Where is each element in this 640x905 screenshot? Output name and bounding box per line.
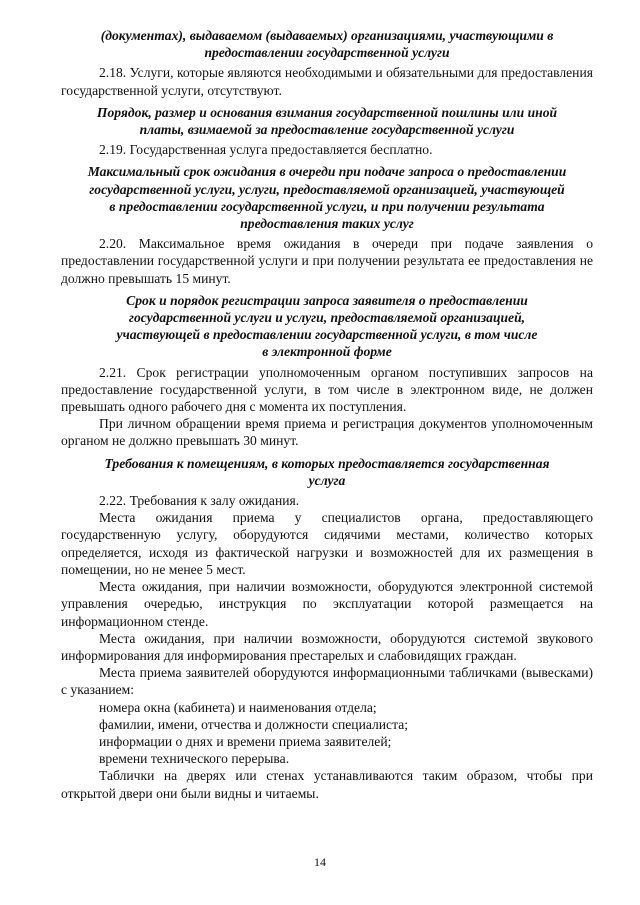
paragraph-2-19: 2.19. Государственная услуга предоставляется бесплатно. [99, 142, 433, 158]
heading-line: Срок и порядок регистрации запроса заявителя о предоставлении [126, 292, 528, 308]
paragraph-audio-system: Места ожидания, при наличии возможности, оборудуются системой звукового информирования для информирования престарелых и слабовидящих граждан. [61, 630, 593, 663]
section-heading-queue-time [61, 163, 593, 232]
paragraph-2-21: 2.21. Срок регистрации уполномоченным органом поступивших запросов на предоставление государственной услуги, в том числе в электронном виде, не должен превышать одного рабочего дня с момента их поступления. [61, 364, 593, 415]
list-item: номера окна (кабинета) и наименования отдела; [99, 699, 377, 715]
paragraph-2-22: 2.22. Требования к залу ожидания. [99, 493, 300, 509]
section-heading-premises [61, 455, 593, 489]
heading-line: услуга [308, 472, 346, 488]
paragraph-door-signs: Таблички на дверях или стенах устанавливаются таким образом, чтобы при открытой двери они были видны и читаемы. [61, 768, 593, 801]
heading-line: (документах), выдаваемом (выдаваемых) организациями, участвующими в [100, 28, 554, 43]
paragraph-2-18: 2.18. Услуги, которые являются необходимыми и обязательными для предоставления государственной услуги, отсутствуют. [61, 65, 593, 98]
section-heading-continued [61, 27, 593, 61]
page-number: 14 [314, 855, 326, 869]
heading-line: предоставлении государственной услуги [204, 45, 450, 61]
list-item: времени технического перерыва. [99, 751, 290, 767]
heading-line: Требования к помещениям, в которых предоставляется государственная [104, 455, 550, 471]
heading-line: Порядок, размер и основания взимания государственной пошлины или иной [96, 104, 558, 120]
heading-line: участвующей в предоставлении государственной услуги, в том числе [116, 327, 538, 343]
section-heading-fee [61, 104, 593, 138]
paragraph-signs: Места приема заявителей оборудуются информационными табличками (вывесками) с указанием: [61, 665, 593, 698]
paragraph-waiting-seats: Места ожидания приема у специалистов органа, предоставляющего государственную услугу, оборудуются сидячими местами, количество которых определяется, исходя из фактической нагрузки и возможностей для их размещения в помещении, но не менее 5 мест. [61, 510, 593, 577]
heading-line: в предоставлении государственной услуги, и при получении результата [109, 198, 545, 214]
document-page [61, 27, 593, 802]
list-item: фамилии, имени, отчества и должности специалиста; [99, 716, 409, 732]
heading-line: предоставления таких услуг [240, 216, 414, 232]
section-heading-registration [61, 292, 593, 361]
heading-line: Максимальный срок ожидания в очереди при подаче запроса о предоставлении [87, 164, 567, 180]
heading-line: государственной услуги и услуги, предоставляемой организацией, [128, 310, 526, 326]
list-item: информации о днях и времени приема заявителей; [99, 733, 392, 749]
paragraph-queue-system: Места ожидания, при наличии возможности, оборудуются электронной системой управления очередью, инструкция по эксплуатации которой размещается на информационном стенде. [61, 579, 593, 629]
paragraph-personal-visit: При личном обращении время приема и регистрация документов уполномоченным органом не должно превышать 30 минут. [61, 416, 593, 449]
heading-line: государственной услуги, услуги, предоставляемой организацией, участвующей [89, 181, 565, 197]
heading-line: платы, взимаемой за предоставление государственной услуги [139, 122, 515, 138]
heading-line: в электронной форме [262, 344, 392, 360]
paragraph-2-20: 2.20. Максимальное время ожидания в очереди при подаче заявления о предоставлении государственной услуги и при получении результата ее предоставления не должно превышать 15 минут. [61, 236, 593, 286]
